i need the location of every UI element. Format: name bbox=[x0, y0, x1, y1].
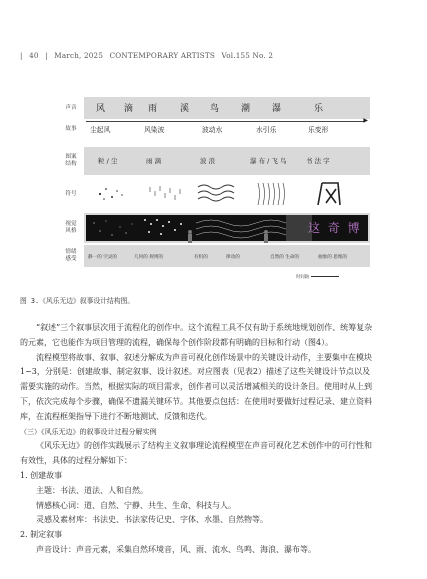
sound-label: 瀑 bbox=[272, 104, 282, 114]
page-number: 40 bbox=[29, 51, 39, 60]
journal-name: CONTEMPORARY ARTISTS bbox=[109, 51, 215, 60]
sound-label: 雨 bbox=[148, 104, 158, 114]
row-label: 故事 bbox=[65, 125, 77, 132]
body-text bbox=[20, 321, 375, 558]
form-label: 粒 / 尘 bbox=[98, 157, 118, 165]
row-label: 视觉 风格 bbox=[65, 221, 77, 234]
issue-date: March, 2025 bbox=[54, 51, 104, 60]
emotion-label: 有机的 bbox=[194, 255, 208, 260]
story-label: 波动水 bbox=[202, 126, 223, 134]
visual-style-row bbox=[60, 213, 370, 243]
list-item: 主题：书法、道法、人和自然。 bbox=[36, 485, 148, 495]
form-label: 雨 滴 bbox=[146, 157, 162, 165]
story-label: 乐变形 bbox=[308, 126, 329, 134]
sound-label: 乐 bbox=[314, 104, 324, 114]
list-item: 2. 制定叙事 bbox=[20, 530, 63, 540]
rain-symbol-icon bbox=[150, 186, 180, 200]
list-item: 声音设计：声音元素，采集自然环境音，风、雨、流水、鸟鸣、海浪、瀑布等。 bbox=[36, 544, 316, 554]
story-label: 风染波 bbox=[144, 126, 165, 134]
narrative-structure-figure bbox=[60, 97, 370, 269]
calligraphy-art: 这 奇 博 bbox=[308, 221, 362, 235]
story-label: 尘起风 bbox=[90, 126, 111, 134]
form-label: 瀑 布 / 飞 鸟 bbox=[250, 157, 287, 165]
calligraphy-symbol-icon bbox=[318, 183, 340, 205]
timeline-arrow bbox=[86, 121, 364, 122]
paragraph: “叙述”三个叙事层次用于流程化的创作中。这个流程工具不仅有助于系统地规划创作、统筹复杂的元素，它也能作为项目管理的流程，确保每个创作阶段都有明确的目标和行动（图4）。 bbox=[20, 323, 373, 347]
sound-label: 鸟 bbox=[210, 104, 220, 114]
sound-label: 滴 bbox=[124, 104, 134, 114]
emotion-label: 静一的 空灵的 bbox=[88, 255, 118, 260]
running-header: | 40 | March, 2025 CONTEMPORARY ARTISTS Vol.155 No. 2 bbox=[20, 51, 274, 60]
emotion-label: 律动的 bbox=[226, 255, 240, 260]
volume-number: Vol.155 No. 2 bbox=[221, 51, 274, 60]
story-row: 故事 ▶ 尘起风 风染波 波动水 水引乐 乐变形 bbox=[60, 119, 370, 139]
list-item: 1. 创建故事 bbox=[20, 470, 63, 480]
form-row bbox=[60, 147, 370, 175]
dust-symbol-icon bbox=[99, 188, 123, 200]
form-label: 波 浪 bbox=[200, 157, 216, 165]
sound-row bbox=[60, 97, 370, 119]
row-label: 符号 bbox=[65, 190, 77, 197]
timeline-legend: 时间轴 bbox=[296, 274, 339, 280]
emotion-row bbox=[60, 245, 370, 267]
row-label: 情绪 感受 bbox=[65, 249, 77, 262]
row-label: 图案 结构 bbox=[65, 154, 77, 167]
paragraph: 流程模型将故事、叙事、叙述分解成为声音可视化创作场景中的关键设计动作，主要集中在模块1~3，分别是：创建故事、制定叙事、设计叙述。对应图表（见表2）描述了这些关键设计节点以及需要实施的动作。当然，根据实际的项目需求，创作者可以灵活增减相关的设计条目。使用时从上到下，依次完成每个步骤，确保不遗漏关键环节。其他要点包括：在使用时要做好过程记录、建立资料库，在流程框架指导下进行不断地测试、反馈和迭代。 bbox=[20, 352, 372, 421]
list-item: 灵感及素材库：书法史、书法家传记史、字体、水墨、自然物等。 bbox=[36, 515, 268, 525]
sound-label: 溪 bbox=[180, 104, 190, 114]
paragraph: 《风乐无边》的创作实践展示了结构主义叙事理论流程模型在声音可视化艺术创作中的可行性和有效性，具体的过程分解如下： bbox=[20, 441, 372, 466]
figure-caption: 图 3.《风乐无边》叙事设计结构图。 bbox=[20, 297, 135, 305]
wave-symbol-icon bbox=[198, 185, 234, 201]
list-item: 情感核心词：道、自然、宁静、共生、生命、科技与人。 bbox=[36, 500, 236, 510]
emotion-label: 几何的 规则的 bbox=[134, 255, 164, 260]
section-subheading: （三）《风乐无边》的叙事设计过程分解实例 bbox=[20, 427, 157, 436]
row-label: 声音 bbox=[65, 104, 77, 111]
emotion-label: 抽象的 思维的 bbox=[318, 255, 348, 260]
story-label: 水引乐 bbox=[256, 126, 277, 134]
sound-label: 风 bbox=[96, 104, 106, 114]
sound-label: 潮 bbox=[241, 104, 251, 114]
emotion-label: 自然的 生命的 bbox=[270, 255, 300, 260]
symbol-graphics bbox=[86, 177, 370, 211]
waterfall-symbol-icon bbox=[258, 183, 285, 205]
form-label: 书 法 字 bbox=[306, 157, 330, 165]
symbol-row bbox=[60, 177, 370, 211]
